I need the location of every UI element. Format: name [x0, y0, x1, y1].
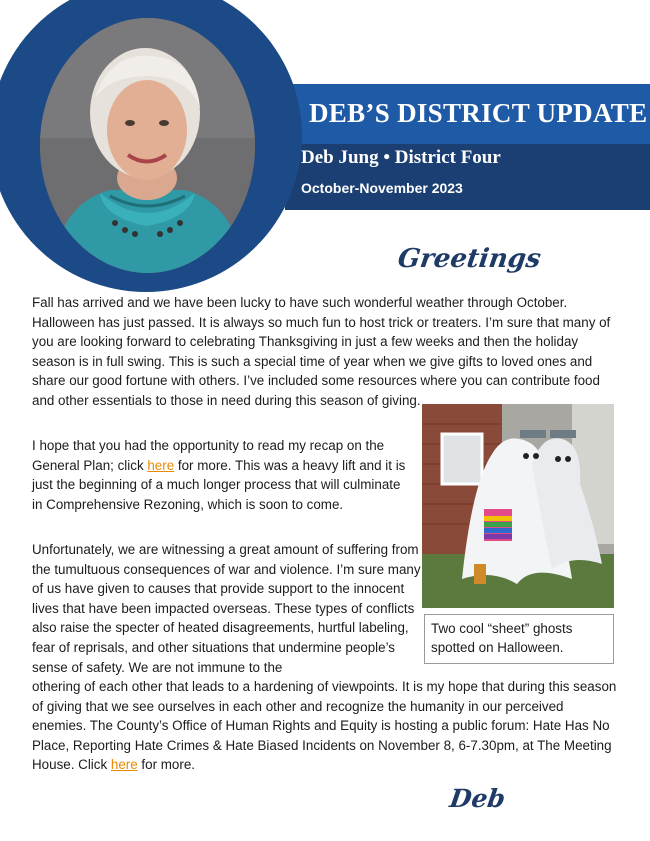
paragraph-intro: Fall has arrived and we have been lucky to have such wonderful weather through October. Halloween has just passed. It is always so much fun to host trick or treaters. I’m sure that many of you are looking forward to celebrating Thanksgiving in just a few weeks and then the holiday season is in full swing. This is such a special time of year when we give gifts to loved ones and share our good fortune with others. I’ve included some resources where you can contribute food and other essentials to those in need during this season of giving.	[32, 295, 611, 408]
photo-caption: Two cool “sheet” ghosts spotted on Halloween.	[424, 614, 614, 664]
issue-date: October-November 2023	[301, 180, 463, 196]
portrait-photo	[40, 18, 255, 273]
paragraph-text: for more.	[137, 757, 195, 773]
paragraph-text: for more. This was a heavy lift and it is just the beginning of a much longer process that will culminate in Comprehensive Rezoning, which is soon to come.	[32, 457, 406, 512]
paragraph-general-plan	[32, 436, 412, 514]
halloween-ghosts-photo	[422, 404, 614, 608]
paragraph-text: I hope that you had the opportunity to read my recap on the General Plan; click	[32, 438, 385, 473]
author-district-line: Deb Jung • District Four	[301, 147, 501, 168]
signature: Deb	[447, 784, 508, 813]
forum-link[interactable]: here	[110, 757, 138, 773]
greeting-heading: Greetings	[395, 244, 543, 274]
paragraph-text: othering of each other that leads to a hardening of viewpoints. It is my hope that during this season of giving that we see ourselves in each other and recognize the humanity in our perceived enemies. The County’s Office of Human Rights and Equity is hosting a public forum: Hate Has No Place, Reporting Hate Crimes & Hate Biased Incidents on November 8, 6-7.30pm, at The Meeting House. Click	[32, 679, 617, 773]
newsletter-title: DEB’S DISTRICT UPDATE	[309, 98, 648, 128]
paragraph-violence-part2	[32, 677, 618, 775]
general-plan-link[interactable]: here	[147, 457, 175, 473]
paragraph-violence-part1: Unfortunately, we are witnessing a great amount of suffering from the tumultuous consequences of war and violence. I’m sure many of us have given to causes that provide support to the innocent lives that have been impacted overseas. These types of conflicts also raise the specter of heated disagreements, hurtful labeling, fear of reprisals, and other situations that undermine people’s sense of safety. We are not immune to the	[32, 542, 421, 675]
